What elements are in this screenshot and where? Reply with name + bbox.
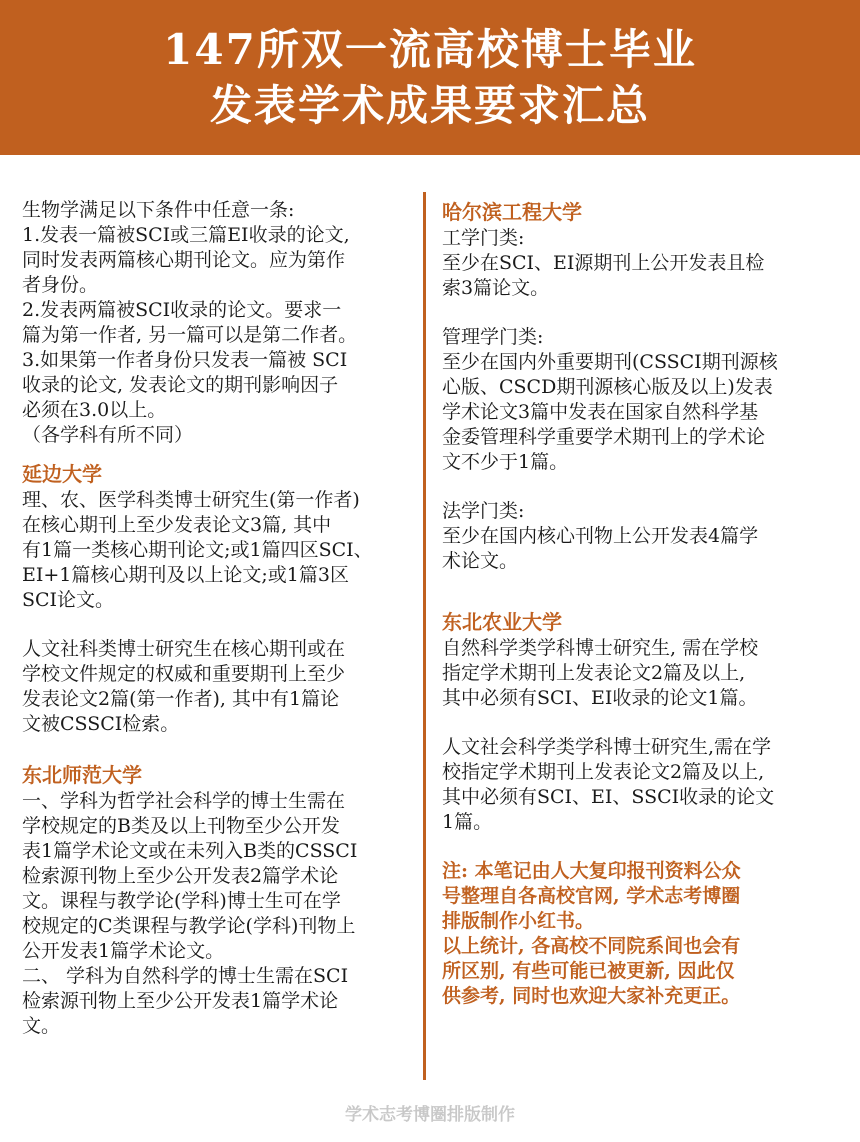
text-line: 术论文。: [442, 550, 519, 572]
page-title-line-2: 发表学术成果要求汇总: [209, 80, 650, 130]
text-line: 至少在国内核心刊物上公开发表4篇学: [442, 525, 759, 547]
section-heading-neau: 东北农业大学: [442, 610, 562, 634]
yanbian-section: [22, 460, 414, 737]
text-line: 文被CSSCI检索。: [22, 713, 180, 735]
page-title-line-1: 147所双一流高校博士毕业: [163, 24, 697, 74]
text-line: 学校文件规定的权威和重要期刊上至少: [22, 663, 346, 685]
text-line: 理、农、医学科类博士研究生(第一作者): [22, 489, 360, 511]
text-line: 学校规定的B类及以上刊物至少公开发: [22, 815, 340, 837]
text-line: 有1篇一类核心期刊论文;或1篇四区SCI、: [22, 539, 373, 561]
category-label-law: 法学门类:: [442, 500, 525, 522]
text-line: 必须在3.0以上。: [22, 399, 167, 421]
heu-section: [442, 198, 834, 574]
text-line: 生物学满足以下条件中任意一条:: [22, 199, 295, 221]
note-section: [442, 859, 834, 1009]
text-line: 检索源刊物上至少公开发表2篇学术论: [22, 865, 339, 887]
section-heading-yanbian: 延边大学: [22, 462, 102, 486]
note-line: 注: 本笔记由人大复印报刊资料公众: [442, 860, 741, 882]
text-line: 篇为第一作者, 另一篇可以是第二作者。: [22, 324, 358, 346]
category-label-engineering: 工学门类:: [442, 227, 525, 249]
text-line: 检索源刊物上至少公开发表1篇学术论: [22, 990, 339, 1012]
text-line: 其中必须有SCI、EI收录的论文1篇。: [442, 687, 758, 709]
text-line: 一、学科为哲学社会科学的博士生需在: [22, 790, 346, 812]
text-line: 自然科学类学科博士研究生, 需在学校: [442, 637, 759, 659]
note-line: 供参考, 同时也欢迎大家补充更正。: [442, 985, 741, 1007]
text-line: 3.如果第一作者身份只发表一篇被 SCI: [22, 349, 348, 371]
text-line: 者身份。: [22, 274, 99, 296]
text-line: 其中必须有SCI、EI、SSCI收录的论文: [442, 786, 775, 808]
text-line: 2.发表两篇被SCI收录的论文。要求一: [22, 299, 342, 321]
text-line: 金委管理科学重要学术期刊上的学术论: [442, 426, 766, 448]
text-line: 文。课程与教学论(学科)博士生可在学: [22, 890, 341, 912]
neau-section: [442, 608, 834, 835]
text-line: SCI论文。: [22, 589, 115, 611]
text-line: 校规定的C类课程与教学论(学科)刊物上: [22, 915, 356, 937]
note-line: 排版制作小红书。: [442, 910, 595, 932]
text-line: 公开发表1篇学术论文。: [22, 940, 225, 962]
text-line: 二、 学科为自然科学的博士生需在SCI: [22, 965, 349, 987]
section-heading-heu: 哈尔滨工程大学: [442, 200, 582, 224]
text-line: 表1篇学术论文或在未列入B类的CSSCI: [22, 840, 358, 862]
text-line: 发表论文2篇(第一作者), 其中有1篇论: [22, 688, 340, 710]
text-line: 1.发表一篇被SCI或三篇EI收录的论文,: [22, 224, 350, 246]
nenu-section: [22, 761, 414, 1039]
text-line: 收录的论文, 发表论文的期刊影响因子: [22, 374, 339, 396]
text-line: 至少在SCI、EI源期刊上公开发表且检: [442, 252, 765, 274]
text-line: 心版、CSCD期刊源核心版及以上)发表: [442, 376, 773, 398]
text-line: 1篇。: [442, 811, 493, 833]
text-line: 在核心期刊上至少发表论文3篇, 其中: [22, 514, 332, 536]
category-label-management: 管理学门类:: [442, 326, 544, 348]
text-line: EI+1篇核心期刊及以上论文;或1篇3区: [22, 564, 349, 586]
intro-section: [22, 198, 414, 448]
text-line: 文不少于1篇。: [442, 451, 569, 473]
title-banner: [0, 0, 860, 155]
text-line: （各学科有所不同）: [22, 424, 194, 446]
column-divider: [423, 192, 426, 1080]
section-heading-nenu: 东北师范大学: [22, 763, 142, 787]
right-column: [442, 198, 834, 1009]
text-line: 指定学术期刊上发表论文2篇及以上,: [442, 662, 746, 684]
note-line: 所区别, 有些可能已被更新, 因此仅: [442, 960, 735, 982]
left-column: [22, 198, 414, 1039]
text-line: 至少在国内外重要期刊(CSSCI期刊源核: [442, 351, 778, 373]
text-line: 索3篇论文。: [442, 277, 550, 299]
text-line: 同时发表两篇核心期刊论文。应为第作: [22, 249, 346, 271]
note-line: 以上统计, 各高校不同院系间也会有: [442, 935, 741, 957]
text-line: 校指定学术期刊上发表论文2篇及以上,: [442, 761, 765, 783]
text-line: 人文社科类博士研究生在核心期刊或在: [22, 638, 346, 660]
note-line: 号整理自各高校官网, 学术志考博圈: [442, 885, 741, 907]
text-line: 人文社会科学类学科博士研究生,需在学: [442, 736, 772, 758]
text-line: 文。: [22, 1015, 61, 1037]
text-line: 学术论文3篇中发表在国家自然科学基: [442, 401, 759, 423]
footer-watermark: 学术志考博圈排版制作: [345, 1105, 515, 1125]
